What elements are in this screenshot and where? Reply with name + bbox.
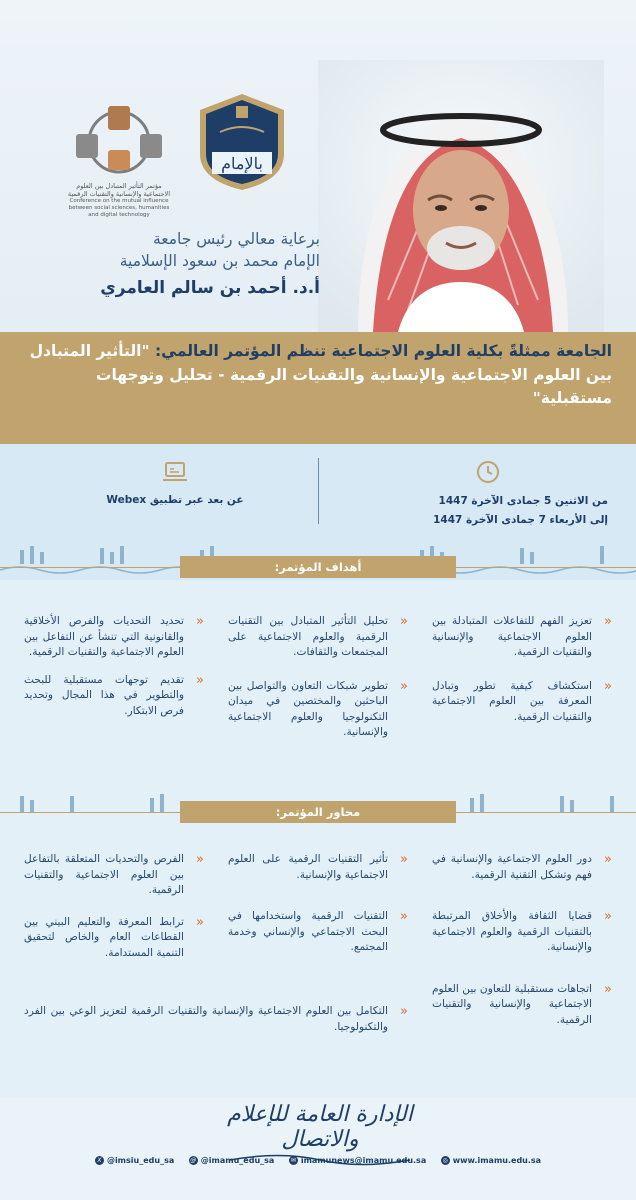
axis-item: « التكامل بين العلوم الاجتماعية والإنسانية والتقنيات الرقمية لتعزيز الوعي بين الفرد والتكنولوجيا. bbox=[24, 1004, 408, 1033]
laptop-icon bbox=[162, 460, 188, 484]
goal-item: « تحليل التأثير المتبادل بين التقنيات الرقمية والعلوم الاجتماعية على المجتمعات والثقافات. bbox=[228, 614, 408, 658]
website-link[interactable]: ◎ www.imamu.edu.sa bbox=[442, 1156, 542, 1165]
double-chevron-icon: « bbox=[196, 914, 204, 930]
dates-block bbox=[368, 460, 608, 530]
axis-item: « التقنيات الرقمية واستخدامها في البحث الاجتماعي والإنساني وخدمة المجتمع. bbox=[228, 909, 408, 953]
axis-item: « ترابط المعرفة والتعليم البيني بين القطاعات العام والخاص لتحقيق التنمية المستدامة. bbox=[24, 914, 204, 959]
double-chevron-icon: « bbox=[400, 614, 408, 629]
double-chevron-icon: « bbox=[196, 672, 204, 688]
axes-col-middle bbox=[228, 852, 410, 956]
axis-item: « قضايا الثقافة والأخلاق المرتبطة بالتقنيات الرقمية والعلوم الاجتماعية والإنسانية. bbox=[432, 909, 612, 953]
axes-col-left bbox=[24, 852, 206, 961]
headline bbox=[22, 340, 612, 411]
goal-item: « تحديد التحديات والفرص الأخلاقية والقانونية التي تنشأ عن التفاعل بين العلوم الاجتماعية والتقنيات الرقمية. bbox=[24, 614, 204, 658]
patronage-line-1: برعاية معالي رئيس جامعة bbox=[152, 230, 320, 248]
patron-photo bbox=[318, 60, 604, 332]
remote-text: عن بعد عبر تطبيق Webex bbox=[106, 494, 244, 506]
email-link[interactable]: ✉ imamunews@imamu.edu.sa bbox=[290, 1156, 427, 1165]
axis-item: « الفرص والتحديات المتعلقة بالتفاعل بين العلوم الاجتماعية والتقنيات الرقمية. bbox=[24, 852, 204, 896]
event-info bbox=[0, 444, 636, 540]
clock-icon bbox=[476, 460, 500, 484]
double-chevron-icon: « bbox=[400, 1004, 408, 1019]
double-chevron-icon: « bbox=[604, 678, 612, 694]
patron-name: أ.د. أحمد بن سالم العامري bbox=[100, 278, 320, 298]
goals-rule-right bbox=[456, 567, 636, 568]
goals-title: أهداف المؤتمر: bbox=[180, 556, 456, 578]
info-divider bbox=[318, 458, 319, 524]
university-logo bbox=[196, 92, 288, 192]
date-end: إلى الأربعاء 7 جمادى الآخرة 1447 bbox=[433, 514, 608, 526]
patronage-line-2: الإمام محمد بن سعود الإسلامية bbox=[119, 252, 320, 270]
patron-portrait-illustration bbox=[318, 60, 604, 332]
double-chevron-icon: « bbox=[604, 981, 612, 997]
goal-item: « تطوير شبكات التعاون والتواصل بين الباحثين والمختصين في ميدان التكنولوجيا والعلوم الاجتماعية والإنسانية. bbox=[228, 678, 408, 738]
goals-rule-left bbox=[0, 567, 180, 568]
goals-col-left bbox=[24, 614, 206, 719]
remote-block bbox=[60, 460, 290, 506]
double-chevron-icon: « bbox=[604, 614, 612, 629]
university-wordmark: بالإمام bbox=[221, 154, 263, 173]
axes-wide-item bbox=[24, 1004, 410, 1035]
department-logo bbox=[200, 1102, 440, 1162]
headline-band bbox=[0, 332, 636, 444]
conference-logo-caption-ar: مؤتمر التأثير المتبادل بين العلوم الاجتماعية والإنسانية والتقنيات الرقمية bbox=[67, 182, 171, 198]
x-icon: X bbox=[95, 1156, 104, 1165]
double-chevron-icon: « bbox=[400, 678, 408, 694]
conference-logo-caption-en: Conference on the mutual influence between social sciences, humanities and digital technology bbox=[68, 198, 170, 218]
patronage-block bbox=[30, 228, 320, 300]
globe-icon: ◎ bbox=[442, 1157, 448, 1164]
footer-contacts bbox=[0, 1156, 636, 1180]
double-chevron-icon: « bbox=[400, 909, 408, 924]
university-emblem-icon bbox=[196, 92, 288, 192]
goal-item: « تقديم توجهات مستقبلية للبحث والتطوير في هذا المجال وتحديد فرص الابتكار. bbox=[24, 672, 204, 717]
goals-col-middle bbox=[228, 614, 410, 741]
email-icon: ✉ bbox=[290, 1157, 296, 1164]
headline-part-1: الجامعة ممثلةً بكلية العلوم الاجتماعية تنظم المؤتمر العالمي: bbox=[154, 342, 612, 360]
double-chevron-icon: « bbox=[604, 909, 612, 924]
conference-logo bbox=[64, 96, 174, 224]
axes-rule-left bbox=[0, 812, 180, 813]
x-link[interactable]: X @imsiu_edu_sa bbox=[95, 1156, 174, 1165]
at-icon: @ bbox=[190, 1157, 197, 1164]
goal-item: « استكشاف كيفية تطور وتبادل المعرفة بين العلوم الاجتماعية والتقنيات الرقمية. bbox=[432, 678, 612, 723]
axis-item: « دور العلوم الاجتماعية والإنسانية في فهم وتشكل التقنية الرقمية. bbox=[432, 852, 612, 881]
axes-title: محاور المؤتمر: bbox=[180, 801, 456, 823]
goal-item: « تعزيز الفهم للتفاعلات المتبادلة بين العلوم الاجتماعية والإنسانية والتقنيات الرقمية. bbox=[432, 614, 612, 658]
date-start: من الاثنين 5 جمادى الآخرة 1447 bbox=[438, 495, 608, 507]
double-chevron-icon: « bbox=[604, 852, 612, 867]
axis-item: « اتجاهات مستقبلية للتعاون بين العلوم الاجتماعية والإنسانية والتقنيات الرقمية. bbox=[432, 981, 612, 1026]
conference-emblem-icon bbox=[64, 96, 174, 176]
goals-col-right bbox=[432, 614, 614, 725]
double-chevron-icon: « bbox=[196, 614, 204, 629]
social-link[interactable]: @ @imamu_edu_sa bbox=[190, 1156, 275, 1165]
headline-part-2: "التأثير المتبادل بين العلوم الاجتماعية والإنسانية والتقنيات الرقمية - تحليل وتوجهات مستقبلية" bbox=[29, 342, 612, 407]
axis-item: « تأثير التقنيات الرقمية على العلوم الاجتماعية والإنسانية. bbox=[228, 852, 408, 881]
double-chevron-icon: « bbox=[196, 852, 204, 867]
department-name: الإدارة العامة للإعلام والاتصال bbox=[227, 1102, 413, 1152]
axes-col-right bbox=[432, 852, 614, 1028]
axes-rule-right bbox=[456, 812, 636, 813]
double-chevron-icon: « bbox=[400, 852, 408, 867]
